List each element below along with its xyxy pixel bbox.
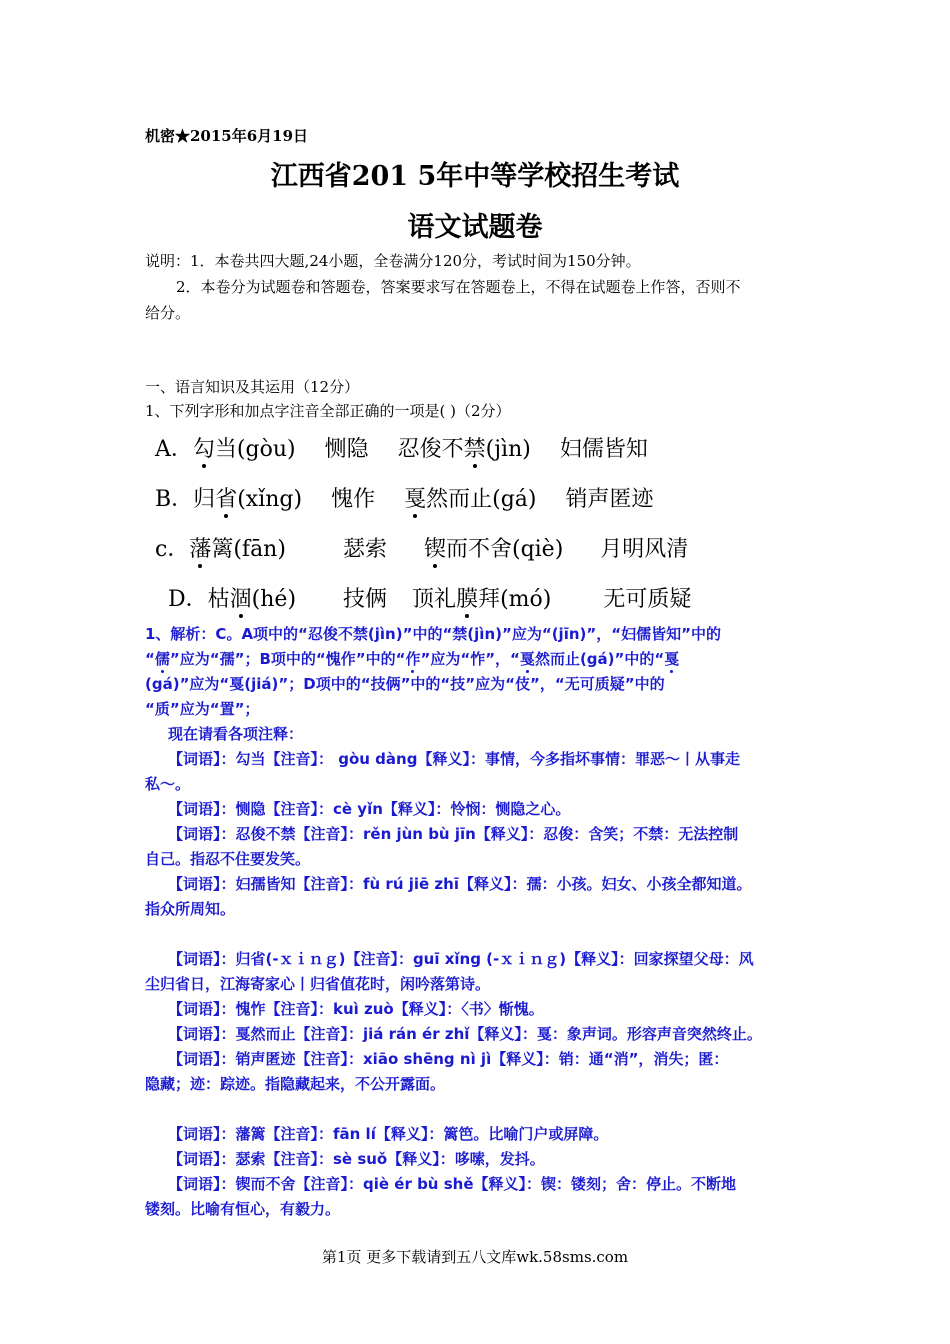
entry-4b: 指众所周知。 — [145, 900, 236, 918]
analysis-line-2 — [145, 648, 679, 669]
analysis-text: ”应为“孺”；B项中的“愧作”中的“ — [169, 650, 406, 668]
entry-3a: 【词语】：忍俊不禁【注音】：rěn jùn bù jīn【释义】：忍俊：含笑；不禁：无法控制 — [168, 825, 739, 843]
option-a-label: A． — [155, 437, 193, 462]
analysis-dotted-1: 儒 — [154, 650, 170, 668]
analysis-dotted-2: 作 — [405, 650, 421, 668]
instruction-2: 2．本卷分为试题卷和答题卷，答案要求写在答题卷上，不得在试题卷上作答，否则不 — [176, 278, 741, 296]
option-c-label: c． — [155, 537, 190, 562]
entry-10: 【词语】：瑟索【注音】：sè suǒ【释义】：哆嗦，发抖。 — [168, 1150, 545, 1168]
option-c-word-3-post: 而不舍(qiè) — [445, 537, 564, 562]
entry-8a: 【词语】：销声匿迹【注音】：xiāo shēng nì jì【释义】：销：通“消”，消失；匿： — [168, 1050, 729, 1068]
option-b-dotted-1: 省 — [215, 487, 238, 512]
entry-11a: 【词语】：锲而不舍【注音】：qiè ér bù shě【释义】：锲：镂刻；舍：停止。不断地 — [168, 1175, 736, 1193]
instruction-3: 给分。 — [145, 304, 191, 322]
option-b — [155, 482, 654, 513]
option-c-word-2: 瑟索 — [342, 537, 387, 562]
entry-6: 【词语】：愧怍【注音】：kuì zuò【释义】：〈书〉惭愧。 — [168, 1000, 544, 1018]
entry-4a: 【词语】：妇孺皆知【注音】：fù rú jiē zhī【释义】：孺：小孩。妇女、小孩全都知道。 — [168, 875, 752, 893]
option-b-word-4: 销声匿迹 — [565, 487, 654, 512]
entry-8b: 隐藏；迹：踪迹。指隐藏起来，不公开露面。 — [145, 1075, 446, 1093]
analysis-line-3: (gá)”应为“戛(jiá)”；D项中的“技俩”中的“技”应为“伎”，“无可质疑”中的 — [145, 675, 665, 693]
option-a-word-3-pre: 忍俊不 — [397, 437, 464, 462]
option-d-word-3-post: 拜(mó) — [478, 587, 552, 612]
entry-1a: 【词语】：勾当【注音】： gòu dàng【释义】：事情，今多指坏事情：罪恶～丨从事走 — [168, 750, 740, 768]
analysis-dotted-3: 戛 — [519, 650, 535, 668]
analysis-intro: 现在请看各项注释： — [168, 725, 304, 743]
option-a-word-1: 当(gòu) — [214, 437, 296, 462]
option-d-dotted-1: 涸 — [229, 587, 252, 612]
entry-3b: 自己。指忍不住要发笑。 — [145, 850, 311, 868]
confidential-date: 机密★2015年6月19日 — [145, 127, 309, 145]
entry-2: 【词语】：恻隐【注音】：cè yǐn【释义】：怜悯：恻隐之心。 — [168, 800, 571, 818]
entry-9: 【词语】：藩篱【注音】：fān lí【释义】：篱笆。比喻门户或屏障。 — [168, 1125, 609, 1143]
page-footer: 第1页 更多下载请到五八文库wk.58sms.com — [321, 1248, 629, 1266]
option-c-dotted-3: 锲 — [423, 537, 446, 562]
option-c-dotted-1: 藩 — [189, 537, 212, 562]
analysis-line-1: 1、解析：C。A项中的“忍俊不禁(jìn)”中的“禁(jìn)”应为“(jīn)”，“妇儒皆知”中的 — [145, 625, 721, 643]
option-d-word-2: 技俩 — [343, 587, 388, 612]
question-1: 1、下列字形和加点字注音全部正确的一项是( )（2分） — [145, 402, 511, 420]
option-d-word-1-pre: 枯 — [207, 587, 230, 612]
option-b-dotted-3: 戛 — [404, 487, 427, 512]
entry-7: 【词语】：戛然而止【注音】：jiá rán ér zhǐ【释义】：戛：象声词。形容声音突然终止。 — [168, 1025, 762, 1043]
option-a-word-2: 恻隐 — [324, 437, 369, 462]
analysis-text: 然而止(gá)”中的“ — [534, 650, 665, 668]
analysis-dotted-4: 戛 — [664, 650, 680, 668]
option-a-word-4: 妇儒皆知 — [559, 437, 648, 462]
entry-5b: 尘归省日，江海寄家心丨归省值花时，闲吟落第诗。 — [145, 975, 491, 993]
option-c-word-1-post: 篱(fān) — [211, 537, 286, 562]
option-d-word-1-post: (hé) — [251, 587, 297, 612]
option-b-label: B． — [155, 487, 194, 512]
instruction-1: 说明：1．本卷共四大题,24小题，全卷满分120分，考试时间为150分钟。 — [145, 252, 641, 270]
option-c — [155, 532, 688, 563]
section-heading: 一、语言知识及其运用（12分） — [145, 378, 360, 396]
entry-1b: 私～。 — [145, 775, 191, 793]
analysis-text: ”应为“怍”，“ — [420, 650, 520, 668]
option-d-dotted-3: 膜 — [456, 587, 479, 612]
page-subtitle: 语文试题卷 — [407, 212, 543, 243]
option-d-word-3-pre: 顶礼 — [412, 587, 457, 612]
option-a-dotted-1: 勾 — [192, 437, 215, 462]
entry-5a: 【词语】：归省(-ｘｉｎｇ)【注音】：guī xǐng (-ｘｉｎｇ)【释义】：回家探望父母：风 — [168, 950, 754, 968]
option-a — [155, 432, 648, 463]
option-d-word-4: 无可质疑 — [603, 587, 692, 612]
option-d-label: D． — [168, 587, 208, 612]
option-b-word-1-post: (xǐng) — [237, 487, 303, 512]
option-a-dotted-3: 禁 — [463, 437, 486, 462]
option-c-word-4: 月明风清 — [600, 537, 689, 562]
option-a-word-3-post: (jìn) — [485, 437, 531, 462]
option-b-word-2: 愧作 — [331, 487, 376, 512]
entry-11b: 镂刻。比喻有恒心，有毅力。 — [145, 1200, 341, 1218]
analysis-text: “ — [145, 650, 155, 668]
page-title: 江西省201 5年中等学校招生考试 — [270, 161, 680, 192]
option-d — [168, 582, 691, 613]
analysis-line-4: “质”应为“置”； — [145, 700, 260, 718]
option-b-word-1-pre: 归 — [193, 487, 216, 512]
option-b-word-3-post: 然而止(gá) — [426, 487, 537, 512]
